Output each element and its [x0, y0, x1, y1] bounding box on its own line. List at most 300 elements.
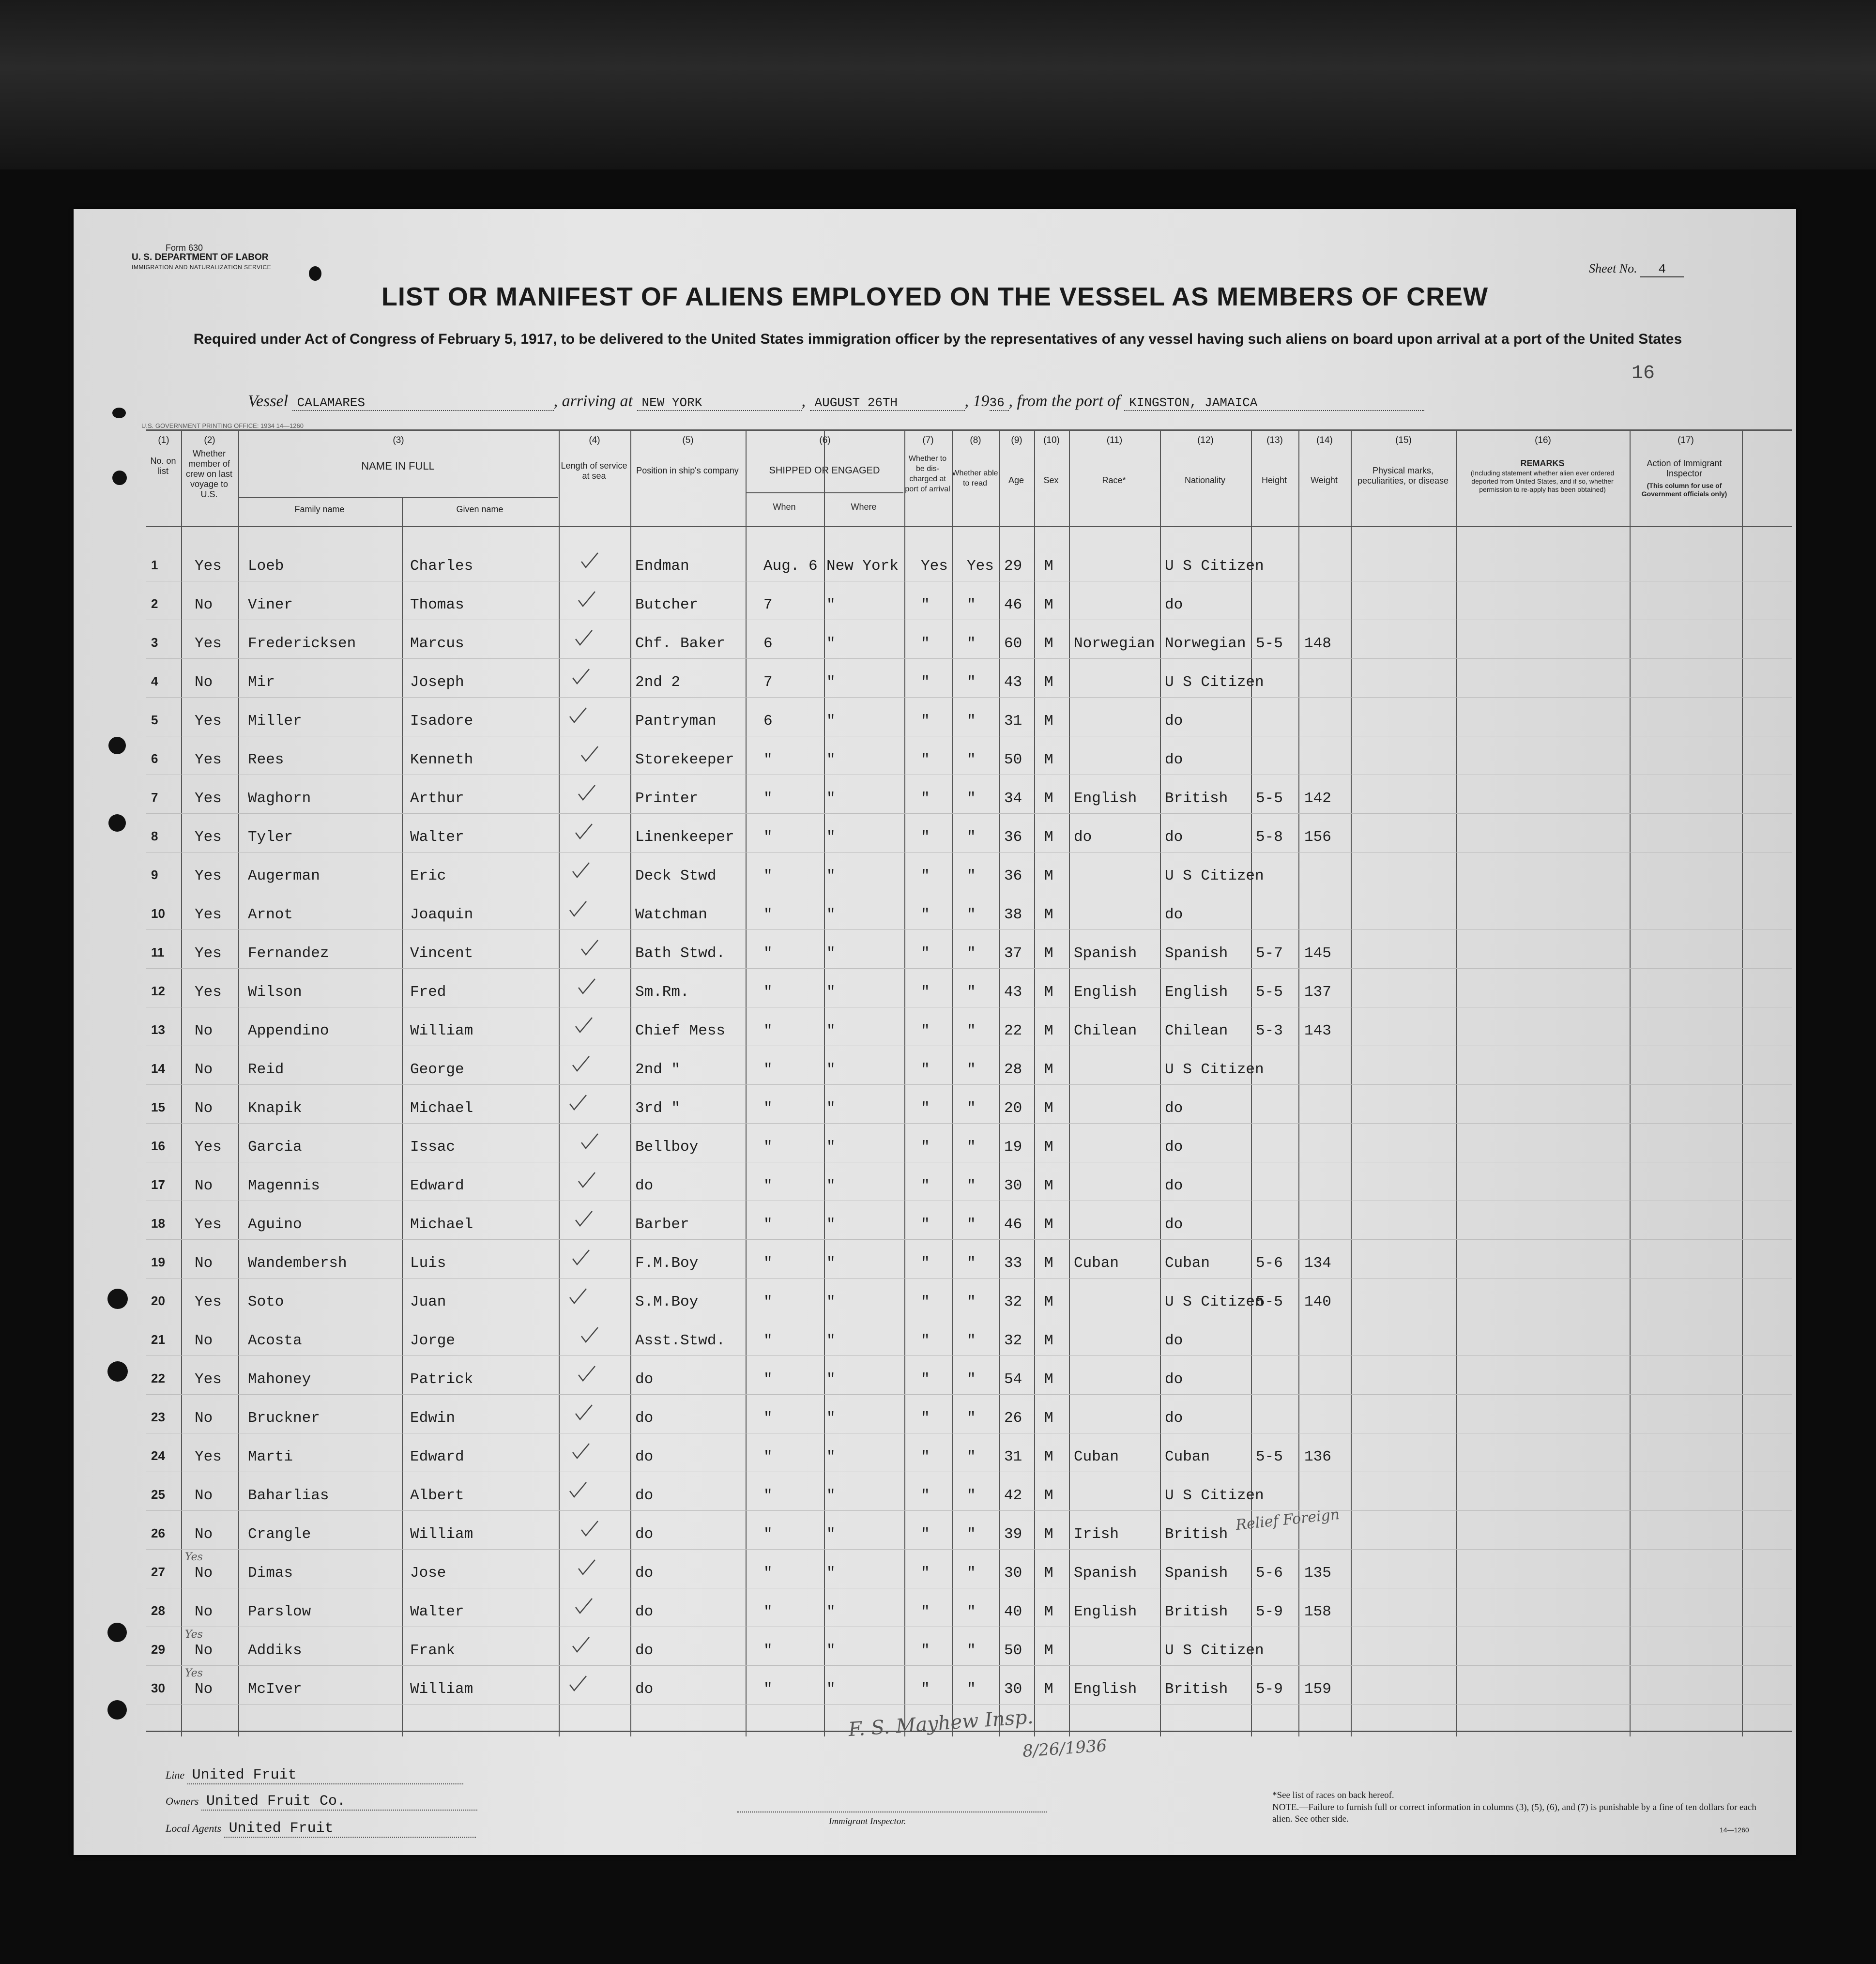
age-cell: 20	[1004, 1100, 1022, 1117]
header-sub-rule	[746, 492, 903, 493]
nationality-cell: do	[1165, 1371, 1183, 1388]
discharged-cell: "	[921, 1100, 930, 1117]
col-race-header: Race*	[1102, 475, 1126, 485]
column-rule	[1034, 429, 1035, 1736]
given-name-cell: Edward	[410, 1448, 464, 1465]
shipped-when-cell: "	[763, 906, 773, 923]
discharged-cell: "	[921, 1294, 930, 1310]
sex-cell: M	[1044, 1294, 1053, 1310]
height-cell: 5-5	[1256, 790, 1283, 807]
height-cell: 5-6	[1256, 1255, 1283, 1272]
column-number: (6)	[819, 435, 831, 445]
row-number: 11	[151, 945, 165, 959]
checkmark-icon	[568, 899, 587, 919]
nationality-cell: do	[1165, 1216, 1183, 1233]
microfilm-border	[0, 0, 1876, 169]
able-to-read-cell: "	[967, 1371, 976, 1388]
shipped-where-cell: "	[826, 1565, 836, 1582]
signature-date: 8/26/1936	[1022, 1736, 1108, 1762]
race-cell: English	[1074, 790, 1137, 807]
shipped-when-cell: "	[763, 1216, 773, 1233]
position-cell: Pantryman	[635, 713, 717, 730]
last-voyage-cell: No	[195, 1332, 213, 1349]
column-number: (12)	[1197, 435, 1214, 445]
inspector-signature: F. S. Mayhew Insp.	[847, 1705, 1034, 1741]
checkmark-icon	[568, 1674, 587, 1693]
form-code: 14—1260	[1720, 1826, 1749, 1834]
nationality-cell: British	[1165, 1603, 1228, 1620]
owners-label: Owners	[166, 1795, 199, 1807]
column-rule	[1160, 429, 1161, 1736]
shipped-where-cell: "	[826, 713, 836, 730]
sex-cell: M	[1044, 713, 1053, 730]
discharged-cell: "	[921, 1139, 930, 1156]
owners-field	[166, 1793, 477, 1811]
row-number: 23	[151, 1410, 165, 1424]
table-row-rule	[146, 1278, 1792, 1279]
shipped-when-cell: "	[763, 1642, 773, 1659]
given-name-cell: Isadore	[410, 713, 473, 730]
race-cell: do	[1074, 829, 1092, 846]
age-cell: 19	[1004, 1139, 1022, 1156]
punch-hole	[108, 814, 126, 832]
last-voyage-cell: Yes	[195, 790, 222, 807]
age-cell: 46	[1004, 596, 1022, 613]
age-cell: 32	[1004, 1332, 1022, 1349]
shipped-when-cell: "	[763, 1487, 773, 1504]
position-cell: Storekeeper	[635, 751, 734, 768]
sex-cell: M	[1044, 1100, 1053, 1117]
given-name-cell: Charles	[410, 558, 473, 575]
race-cell: Chilean	[1074, 1022, 1137, 1039]
last-voyage-cell: Yes	[195, 984, 222, 1001]
year-prefix: , 19	[964, 392, 990, 410]
age-cell: 26	[1004, 1410, 1022, 1427]
able-to-read-cell: "	[967, 1565, 976, 1582]
discharged-cell: "	[921, 1565, 930, 1582]
checkmark-icon	[571, 1054, 590, 1074]
row-number: 6	[151, 751, 158, 766]
col-position-header: Position in ship's company	[636, 466, 739, 475]
col-weight-header: Weight	[1311, 475, 1338, 485]
position-cell: 3rd "	[635, 1100, 681, 1117]
column-number: (17)	[1678, 435, 1694, 445]
shipped-where-cell: "	[826, 1526, 836, 1543]
col-action-header: Action of Immigrant Inspector	[1647, 458, 1722, 478]
height-cell: 5-5	[1256, 1448, 1283, 1465]
height-cell: 5-5	[1256, 1294, 1283, 1310]
age-cell: 31	[1004, 713, 1022, 730]
sex-cell: M	[1044, 1371, 1053, 1388]
family-name-cell: Aguino	[248, 1216, 302, 1233]
shipped-when-cell: "	[763, 751, 773, 768]
service: IMMIGRATION AND NATURALIZATION SERVICE	[132, 264, 272, 271]
punch-hole	[309, 266, 321, 281]
position-cell: do	[635, 1565, 654, 1582]
weight-cell: 148	[1304, 635, 1331, 652]
last-voyage-cell: Yes	[195, 635, 222, 652]
given-name-cell: Edwin	[410, 1410, 456, 1427]
nationality-cell: U S Citizen	[1165, 1642, 1264, 1659]
sheet-value: 4	[1640, 262, 1684, 277]
checkmark-icon	[580, 1325, 599, 1345]
sheet-number	[1589, 261, 1684, 277]
weight-cell: 137	[1304, 984, 1331, 1001]
table-row-rule	[146, 1355, 1792, 1356]
col-remarks-header: REMARKS	[1520, 458, 1565, 468]
row-number: 21	[151, 1332, 165, 1347]
discharged-cell: "	[921, 1487, 930, 1504]
discharged-cell: "	[921, 906, 930, 923]
given-name-cell: Jorge	[410, 1332, 456, 1349]
nationality-cell: do	[1165, 1177, 1183, 1194]
row-number: 8	[151, 829, 158, 843]
family-name-cell: Waghorn	[248, 790, 311, 807]
col-name-header: NAME IN FULL	[361, 460, 435, 472]
sex-cell: M	[1044, 829, 1053, 846]
column-rule	[824, 429, 825, 1736]
punch-hole	[107, 1700, 127, 1720]
row-number: 2	[151, 596, 158, 611]
nationality-cell: U S Citizen	[1165, 1294, 1264, 1310]
sex-cell: M	[1044, 1681, 1053, 1698]
vessel-label: Vessel	[248, 392, 289, 410]
discharged-cell: "	[921, 1410, 930, 1427]
col-action-sub: (This column for use of Government officials only)	[1641, 482, 1727, 498]
sex-cell: M	[1044, 868, 1053, 884]
punch-hole	[112, 471, 127, 485]
last-voyage-cell: Yes	[195, 751, 222, 768]
given-name-cell: Michael	[410, 1216, 473, 1233]
table-row-rule	[146, 1123, 1792, 1124]
given-name-cell: Arthur	[410, 790, 464, 807]
sheet-label: Sheet No.	[1589, 261, 1637, 275]
checkmark-icon	[574, 1209, 593, 1229]
shipped-when-cell: "	[763, 1022, 773, 1039]
checkmark-icon	[574, 628, 593, 648]
column-number: (4)	[589, 435, 600, 445]
checkmark-icon	[580, 1519, 599, 1538]
last-voyage-cell: No	[195, 1100, 213, 1117]
height-cell: 5-5	[1256, 635, 1283, 652]
sex-cell: M	[1044, 635, 1053, 652]
age-cell: 30	[1004, 1681, 1022, 1698]
table-row-rule	[146, 1665, 1792, 1666]
checkmark-icon	[571, 1442, 590, 1461]
family-name-cell: Parslow	[248, 1603, 311, 1620]
age-cell: 31	[1004, 1448, 1022, 1465]
column-rule	[630, 429, 631, 1736]
checkmark-icon	[568, 706, 587, 725]
shipped-where-cell: "	[826, 1061, 836, 1078]
sex-cell: M	[1044, 596, 1053, 613]
col-discharged-header: Whether to be dis-charged at port of arrival	[905, 455, 950, 493]
family-name-cell: Knapik	[248, 1100, 302, 1117]
agents-label: Local Agents	[166, 1822, 222, 1834]
row-number: 28	[151, 1603, 165, 1618]
agents-value: United Fruit	[224, 1820, 476, 1838]
discharged-cell: "	[921, 751, 930, 768]
height-cell: 5-9	[1256, 1603, 1283, 1620]
position-cell: do	[635, 1642, 654, 1659]
discharged-cell: "	[921, 1061, 930, 1078]
given-name-cell: Michael	[410, 1100, 473, 1117]
checkmark-icon	[574, 1597, 593, 1616]
family-name-cell: Crangle	[248, 1526, 311, 1543]
department: U. S. DEPARTMENT OF LABOR	[132, 252, 269, 262]
shipped-where-cell: "	[826, 868, 836, 884]
given-name-cell: William	[410, 1681, 473, 1698]
col-no-header: No. on list	[150, 456, 176, 476]
table-row-rule	[146, 1084, 1792, 1085]
col-shipped-header: SHIPPED OR ENGAGED	[769, 465, 880, 476]
sex-cell: M	[1044, 1216, 1053, 1233]
position-cell: do	[635, 1681, 654, 1698]
shipped-where-cell: "	[826, 1139, 836, 1156]
line-field	[166, 1767, 463, 1784]
discharged-cell: "	[921, 1022, 930, 1039]
discharged-cell: "	[921, 790, 930, 807]
punch-hole	[107, 1289, 128, 1309]
family-name-cell: Wilson	[248, 984, 302, 1001]
table-row-rule	[146, 813, 1792, 814]
checkmark-icon	[568, 1480, 587, 1500]
column-rule	[559, 429, 560, 1736]
last-voyage-cell: No	[195, 1022, 213, 1039]
weight-cell: 156	[1304, 829, 1331, 846]
position-cell: Bellboy	[635, 1139, 699, 1156]
shipped-when-cell: 6	[763, 713, 773, 730]
given-name-cell: Jose	[410, 1565, 446, 1582]
sex-cell: M	[1044, 984, 1053, 1001]
column-number: (1)	[158, 435, 169, 445]
table-row-rule	[146, 1704, 1792, 1705]
family-name-cell: Soto	[248, 1294, 284, 1310]
checkmark-icon	[568, 1093, 587, 1112]
weight-cell: 143	[1304, 1022, 1331, 1039]
col-when-header: When	[773, 502, 796, 512]
family-name-cell: Mir	[248, 674, 275, 691]
age-cell: 46	[1004, 1216, 1022, 1233]
agents-field	[166, 1820, 476, 1838]
family-name-cell: Viner	[248, 596, 293, 613]
able-to-read-cell: "	[967, 1022, 976, 1039]
last-voyage-cell: Yes	[195, 945, 222, 962]
family-name-cell: McIver	[248, 1681, 302, 1698]
row-number: 29	[151, 1642, 165, 1657]
sex-cell: M	[1044, 1022, 1053, 1039]
position-cell: do	[635, 1448, 654, 1465]
given-name-cell: Eric	[410, 868, 446, 884]
sex-cell: M	[1044, 1603, 1053, 1620]
discharged-cell: "	[921, 596, 930, 613]
position-cell: 2nd 2	[635, 674, 681, 691]
column-number: (7)	[922, 435, 934, 445]
family-name-cell: Arnot	[248, 906, 293, 923]
shipped-where-cell: "	[826, 751, 836, 768]
position-cell: do	[635, 1526, 654, 1543]
nationality-cell: U S Citizen	[1165, 674, 1264, 691]
col-last-voyage-header: Whether member of crew on last voyage to U.S.	[185, 449, 233, 499]
column-rule	[181, 429, 182, 1736]
last-voyage-cell: Yes	[195, 829, 222, 846]
sex-cell: M	[1044, 1526, 1053, 1543]
shipped-when-cell: "	[763, 1526, 773, 1543]
column-rule	[1742, 429, 1743, 1736]
row-number: 22	[151, 1371, 165, 1385]
given-name-cell: Juan	[410, 1294, 446, 1310]
position-cell: Watchman	[635, 906, 707, 923]
position-cell: Deck Stwd	[635, 868, 717, 884]
discharged-cell: "	[921, 1642, 930, 1659]
age-cell: 43	[1004, 984, 1022, 1001]
given-name-cell: Kenneth	[410, 751, 473, 768]
family-name-cell: Acosta	[248, 1332, 302, 1349]
nationality-cell: English	[1165, 984, 1228, 1001]
shipped-where-cell: "	[826, 1216, 836, 1233]
checkmark-icon	[574, 1016, 593, 1035]
last-voyage-cell: Yes	[195, 1294, 222, 1310]
shipped-where-cell: "	[826, 1255, 836, 1272]
given-name-cell: Joaquin	[410, 906, 473, 923]
checkmark-icon	[580, 551, 599, 570]
row-number: 14	[151, 1061, 165, 1076]
table-row-rule	[146, 1510, 1792, 1511]
column-rule	[1630, 429, 1631, 1736]
age-cell: 38	[1004, 906, 1022, 923]
position-cell: Barber	[635, 1216, 689, 1233]
col-where-header: Where	[851, 502, 877, 512]
checkmark-icon	[574, 822, 593, 841]
family-name-cell: Tyler	[248, 829, 293, 846]
column-rule	[402, 497, 403, 1736]
position-cell: do	[635, 1410, 654, 1427]
page-subtitle: Required under Act of Congress of February 5, 1917, to be delivered to the United States immigration officer by the representatives of any vessel having such aliens on board upon arrival at a port of the United States	[193, 331, 1682, 347]
column-rule	[904, 429, 905, 1736]
race-cell: English	[1074, 1603, 1137, 1620]
nationality-cell: British	[1165, 1526, 1228, 1543]
able-to-read-cell: "	[967, 945, 976, 962]
family-name-cell: Miller	[248, 713, 302, 730]
punch-hole	[107, 1623, 127, 1642]
able-to-read-cell: "	[967, 1603, 976, 1620]
shipped-when-cell: "	[763, 1603, 773, 1620]
table-row-rule	[146, 852, 1792, 853]
sex-cell: M	[1044, 1448, 1053, 1465]
able-to-read-cell: "	[967, 751, 976, 768]
sex-cell: M	[1044, 1255, 1053, 1272]
row-number: 5	[151, 713, 158, 727]
family-name-cell: Wandembersh	[248, 1255, 347, 1272]
sex-cell: M	[1044, 558, 1053, 575]
column-rule	[999, 429, 1000, 1736]
nationality-cell: do	[1165, 1100, 1183, 1117]
given-name-cell: Joseph	[410, 674, 464, 691]
family-name-cell: Garcia	[248, 1139, 302, 1156]
position-cell: Chief Mess	[635, 1022, 726, 1039]
position-cell: do	[635, 1177, 654, 1194]
shipped-when-cell: "	[763, 1177, 773, 1194]
age-cell: 30	[1004, 1177, 1022, 1194]
row-number: 25	[151, 1487, 165, 1502]
position-cell: Linenkeeper	[635, 829, 734, 846]
column-number: (11)	[1106, 435, 1123, 445]
vessel-name: CALAMARES	[292, 396, 554, 411]
age-cell: 29	[1004, 558, 1022, 575]
table-row-rule	[146, 658, 1792, 659]
shipped-where-cell: "	[826, 1371, 836, 1388]
race-cell: Irish	[1074, 1526, 1119, 1543]
family-name-cell: Rees	[248, 751, 284, 768]
row-number: 1	[151, 558, 158, 572]
checkmark-icon	[571, 1635, 590, 1655]
row-number: 30	[151, 1681, 165, 1695]
given-name-cell: Walter	[410, 1603, 464, 1620]
last-voyage-cell: Yes	[195, 1371, 222, 1388]
given-name-cell: Albert	[410, 1487, 464, 1504]
nationality-cell: do	[1165, 906, 1183, 923]
shipped-when-cell: "	[763, 945, 773, 962]
last-voyage-cell: Yes	[195, 1139, 222, 1156]
punch-hole	[108, 737, 126, 754]
shipped-where-cell: "	[826, 790, 836, 807]
shipped-where-cell: "	[826, 1022, 836, 1039]
arriving-port: NEW YORK	[637, 396, 802, 411]
nationality-cell: U S Citizen	[1165, 1487, 1264, 1504]
owners-value: United Fruit Co.	[201, 1793, 477, 1811]
table-row-rule	[146, 1394, 1792, 1395]
discharged-cell: "	[921, 1603, 930, 1620]
family-name-cell: Fredericksen	[248, 635, 356, 652]
col-nationality-header: Nationality	[1184, 475, 1226, 485]
age-cell: 60	[1004, 635, 1022, 652]
shipped-where-cell: "	[826, 829, 836, 846]
col-family-header: Family name	[294, 504, 345, 514]
shipped-when-cell: "	[763, 868, 773, 884]
given-name-cell: William	[410, 1022, 473, 1039]
checkmark-icon	[577, 1171, 596, 1190]
col-given-header: Given name	[456, 504, 503, 514]
able-to-read-cell: "	[967, 1139, 976, 1156]
shipped-where-cell: "	[826, 635, 836, 652]
col-remarks-sub: (Including statement whether alien ever ordered deported from United States, and if so, whether permission to re-apply has been obtained)	[1470, 469, 1615, 493]
discharged-cell: "	[921, 1332, 930, 1349]
shipped-where-cell: "	[826, 1294, 836, 1310]
nationality-cell: Norwegian	[1165, 635, 1246, 652]
given-name-cell: Vincent	[410, 945, 473, 962]
nationality-cell: British	[1165, 790, 1228, 807]
header-bottom-rule	[146, 526, 1792, 527]
shipped-where-cell: "	[826, 1100, 836, 1117]
row-number: 20	[151, 1294, 165, 1308]
age-cell: 36	[1004, 829, 1022, 846]
voyage-line: Vessel CALAMARES , arriving at NEW YORK , AUGUST 26TH , 1936 , from the port of KINGSTON, JAMAICA	[248, 392, 1666, 411]
able-to-read-cell: "	[967, 674, 976, 691]
sex-cell: M	[1044, 906, 1053, 923]
column-number: (3)	[393, 435, 404, 445]
nationality-cell: Cuban	[1165, 1255, 1210, 1272]
table-row-rule	[146, 1549, 1792, 1550]
able-to-read-cell: "	[967, 1681, 976, 1698]
age-cell: 28	[1004, 1061, 1022, 1078]
shipped-where-cell: "	[826, 1642, 836, 1659]
nationality-cell: Spanish	[1165, 1565, 1228, 1582]
col-age-header: Age	[1008, 475, 1024, 485]
last-voyage-cell: No	[195, 1487, 213, 1504]
given-name-cell: Walter	[410, 829, 464, 846]
row-number: 19	[151, 1255, 165, 1269]
able-to-read-cell: "	[967, 1294, 976, 1310]
